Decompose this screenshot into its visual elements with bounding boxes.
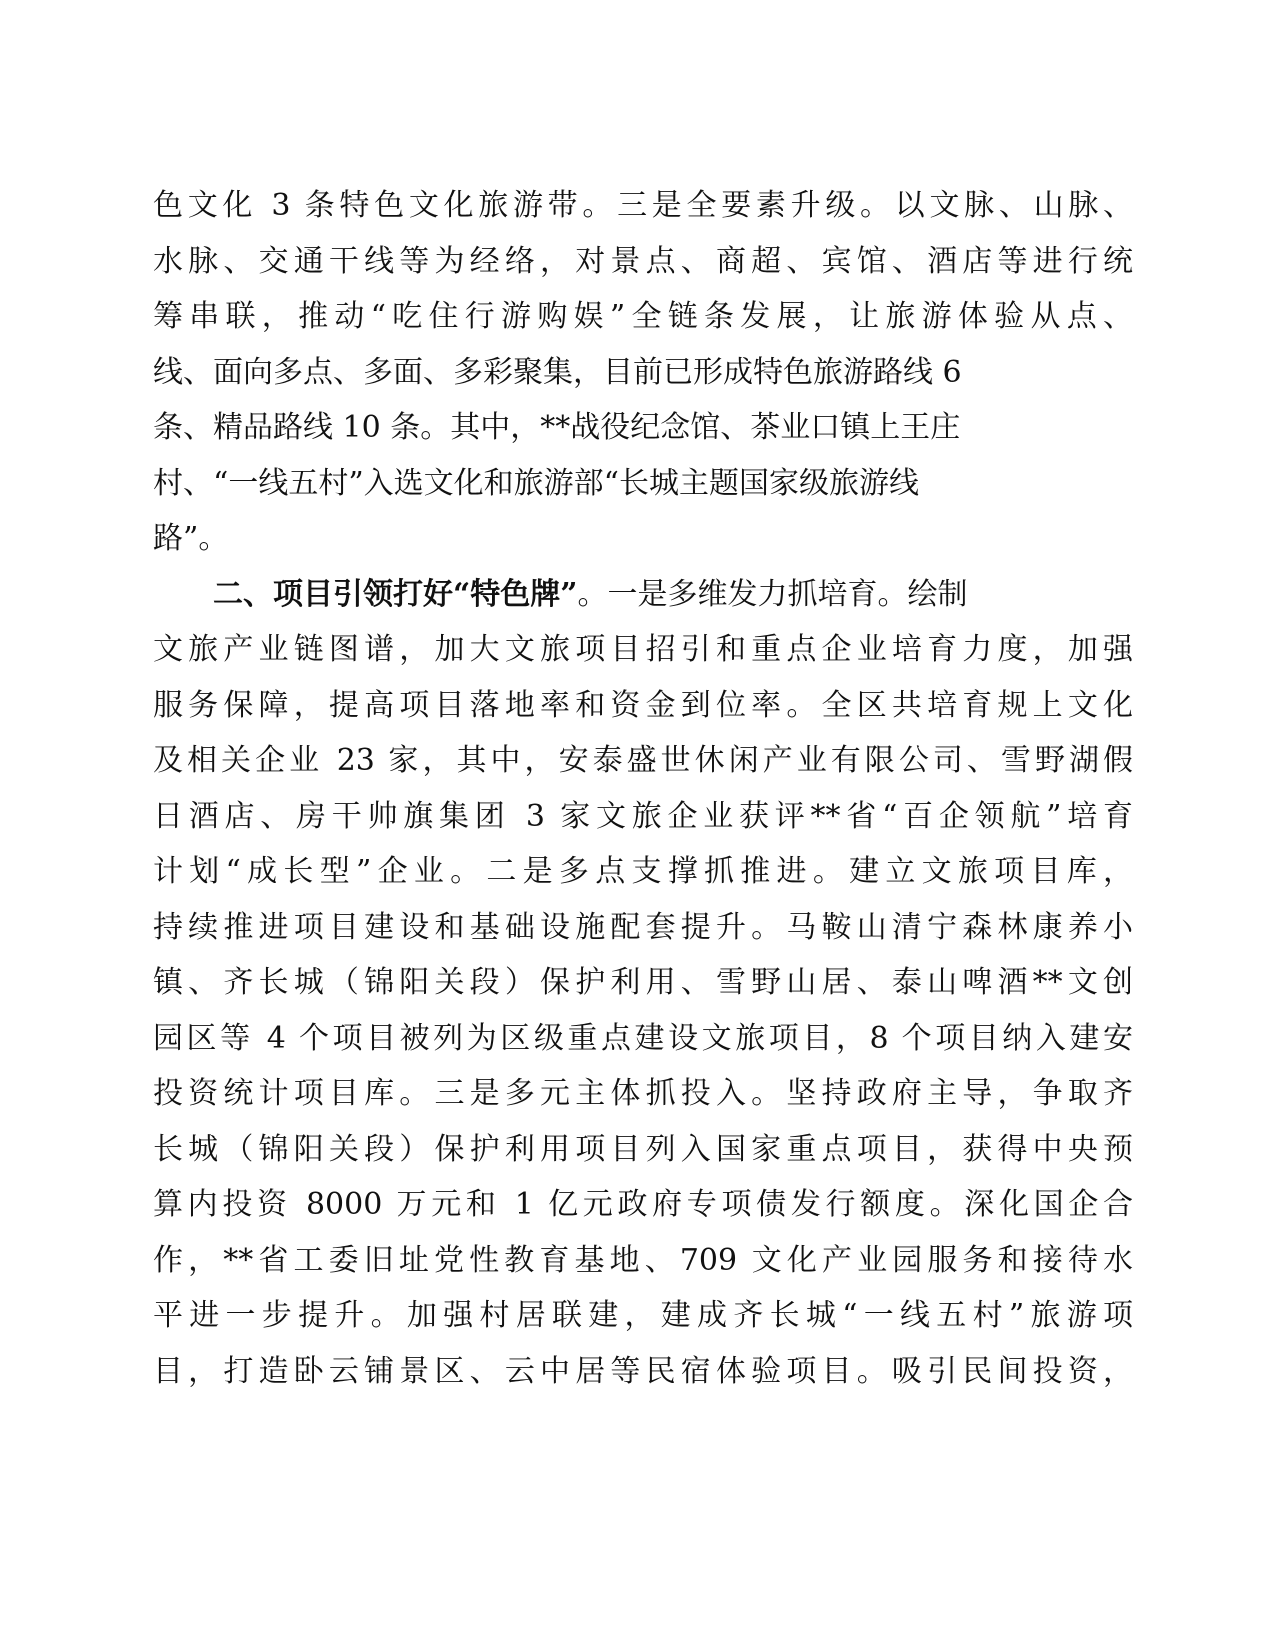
paragraph-2-line: 园区等 4 个项目被列为区级重点建设文旅项目，8 个项目纳入建安 [153, 1020, 1133, 1056]
paragraph-2-line: 持续推进项目建设和基础设施配套提升。马鞍山清宁森林康养小 [153, 909, 1133, 945]
document-body [153, 178, 1133, 1399]
paragraph-1-line: 村、“一线五村”入选文化和旅游部“长城主题国家级旅游线 [153, 465, 920, 501]
section-heading: 二、项目引领打好“特色牌” [213, 576, 578, 612]
paragraph-1-line: 线、面向多点、多面、多彩聚集，目前已形成特色旅游路线 6 [153, 354, 962, 390]
paragraph-2-line: 及相关企业 23 家，其中，安泰盛世休闲产业有限公司、雪野湖假 [153, 743, 1133, 778]
paragraph-2-line: 计划“成长型”企业。二是多点支撑抓推进。建立文旅项目库， [153, 854, 1133, 889]
paragraph-2-line: 长城（锦阳关段）保护利用项目列入国家重点项目，获得中央预 [153, 1131, 1133, 1167]
paragraph-2-first-line-rest: 。一是多维发力抓培育。绘制 [577, 576, 968, 612]
paragraph-2-first-line [153, 567, 1133, 623]
paragraph-2-line: 作，**省工委旧址党性教育基地、709 文化产业园服务和接待水 [153, 1242, 1133, 1278]
paragraph-1-line: 筹串联，推动“吃住行游购娱”全链条发展，让旅游体验从点、 [153, 299, 1133, 334]
paragraph-2-line: 镇、齐长城（锦阳关段）保护利用、雪野山居、泰山啤酒**文创 [153, 965, 1133, 1000]
paragraph-1-line: 条、精品路线 10 条。其中，**战役纪念馆、茶业口镇上王庄 [153, 410, 961, 445]
paragraph-2-line: 算内投资 8000 万元和 1 亿元政府专项债发行额度。深化国企合 [153, 1187, 1133, 1222]
paragraph-2-line: 平进一步提升。加强村居联建，建成齐长城“一线五村”旅游项 [153, 1298, 1133, 1333]
paragraph-2-line: 服务保障，提高项目落地率和资金到位率。全区共培育规上文化 [153, 687, 1133, 723]
paragraph-2-line: 投资统计项目库。三是多元主体抓投入。坚持政府主导，争取齐 [153, 1076, 1133, 1111]
paragraph-1-line: 水脉、交通干线等为经络，对景点、商超、宾馆、酒店等进行统 [153, 243, 1133, 279]
paragraph-2-line: 日酒店、房干帅旗集团 3 家文旅企业获评**省“百企领航”培育 [153, 798, 1133, 834]
paragraph-1-line: 路”。 [153, 521, 229, 556]
paragraph-2-line: 文旅产业链图谱，加大文旅项目招引和重点企业培育力度，加强 [153, 632, 1133, 667]
paragraph-2-line: 目，打造卧云铺景区、云中居等民宿体验项目。吸引民间投资， [153, 1353, 1133, 1389]
paragraph-1-line: 色文化 3 条特色文化旅游带。三是全要素升级。以文脉、山脉、 [153, 188, 1133, 223]
